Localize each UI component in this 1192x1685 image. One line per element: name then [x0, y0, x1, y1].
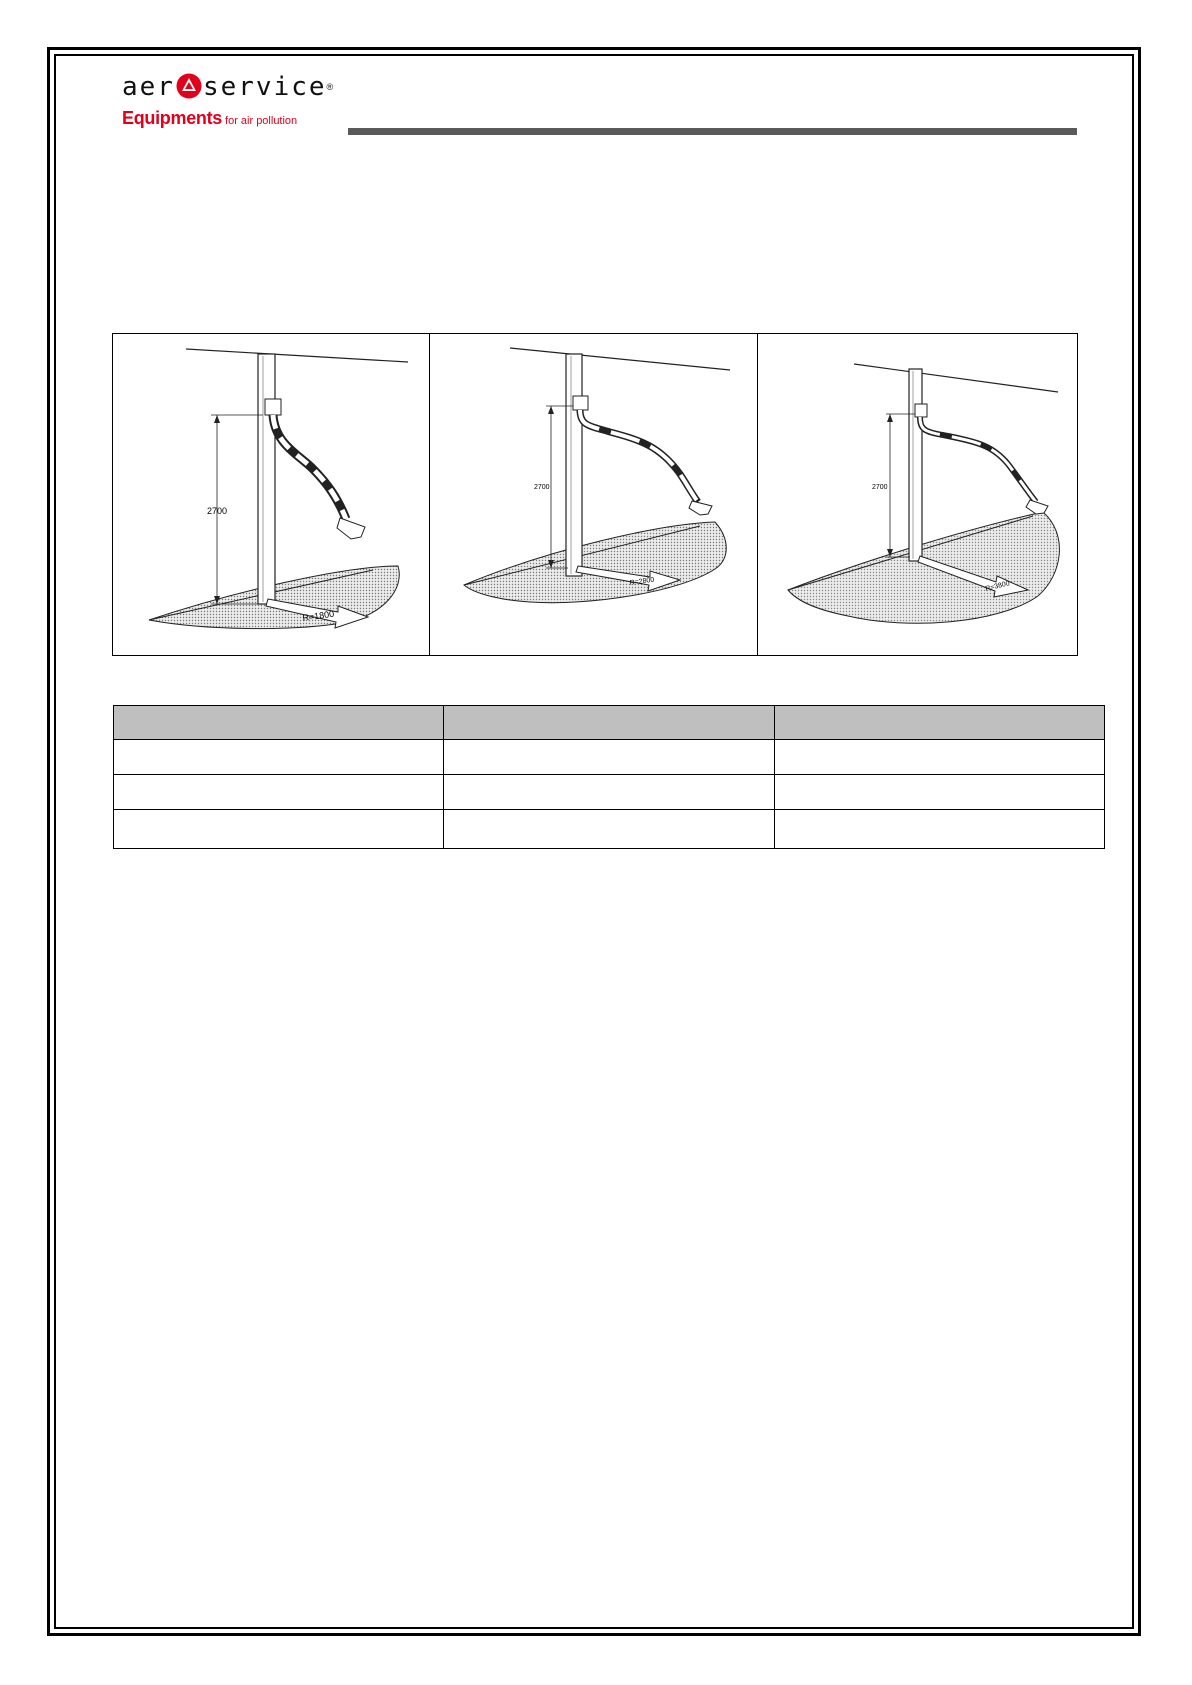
figure-3-radius-label: R=3800 — [984, 580, 1011, 593]
spec-table — [113, 705, 1105, 849]
figure-1-height-label: 2700 — [207, 506, 228, 516]
logo-word-left: aer — [122, 72, 175, 102]
table-cell — [444, 810, 774, 849]
company-logo — [122, 72, 334, 132]
table-row — [114, 740, 1105, 775]
logo-triangle-icon — [176, 73, 202, 99]
table-cell — [114, 740, 444, 775]
figure-3-drawing — [758, 334, 1077, 655]
table-cell — [774, 810, 1104, 849]
figure-1-radius-label: R=1800 — [301, 608, 335, 623]
figure-2-height-label: 2700 — [534, 484, 550, 491]
logo-tagline — [122, 108, 297, 129]
table-header-row — [114, 706, 1105, 740]
figure-2-radius-label: R=2800 — [629, 576, 655, 587]
table-cell — [114, 775, 444, 810]
table-row — [114, 775, 1105, 810]
table-header-cell — [114, 706, 444, 740]
figure-3 — [758, 334, 1077, 655]
logo-registered-mark: ® — [326, 82, 334, 92]
figure-3-height-label: 2700 — [872, 484, 888, 491]
table-header-cell — [774, 706, 1104, 740]
logo-tagline-sub: for air pollution — [225, 115, 298, 127]
table-cell — [114, 810, 444, 849]
logo-word-right: service — [202, 72, 327, 102]
figure-2-drawing — [430, 334, 757, 655]
figure-2 — [430, 334, 757, 655]
table-cell — [444, 740, 774, 775]
figure-panel — [112, 333, 1078, 656]
logo-tagline-main: Equipments — [122, 108, 223, 128]
table-cell — [774, 740, 1104, 775]
figure-1 — [113, 334, 429, 655]
table-cell — [444, 775, 774, 810]
logo-wordmark — [122, 72, 333, 102]
table-header-cell — [444, 706, 774, 740]
figure-1-drawing — [113, 334, 429, 655]
table-cell — [774, 775, 1104, 810]
header-rule — [348, 128, 1077, 135]
table-row — [114, 810, 1105, 849]
